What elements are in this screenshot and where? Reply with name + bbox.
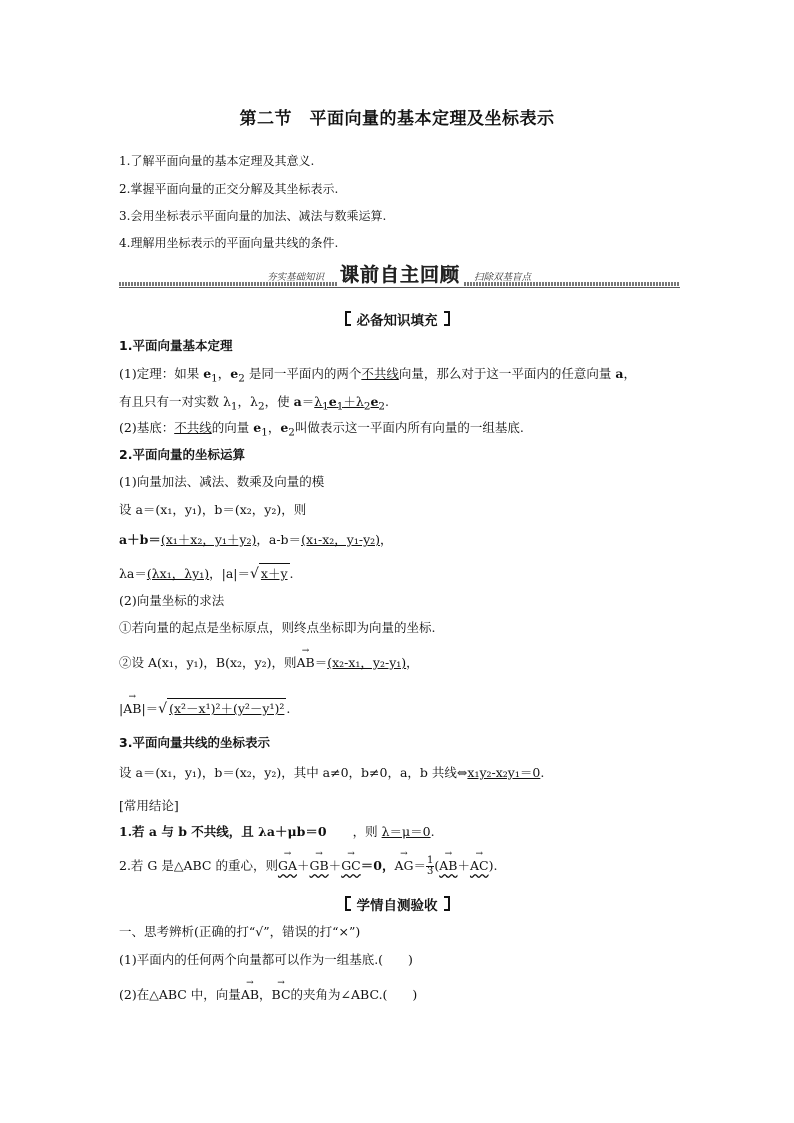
scalar-mod-line: λa＝(λx₁，λy₁)，|a|＝√ x＋y . bbox=[119, 563, 294, 582]
basis-line: (2)基底：不共线的向量 $e_1$，$e_2$叫做表示这一平面内所有向量的一组基底. bbox=[119, 420, 524, 439]
heading-theorem: 1.平面向量基本定理 bbox=[119, 338, 233, 353]
question-1: (1)平面内的任何两个向量都可以作为一组基底.( ) bbox=[119, 952, 413, 967]
banner-underline bbox=[119, 287, 680, 288]
heading-collinear: 3.平面向量共线的坐标表示 bbox=[119, 735, 270, 750]
objective-2: 2.掌握平面向量的正交分解及其坐标表示. bbox=[119, 182, 339, 196]
fraction-one-third: $\frac{1}{3}$ bbox=[426, 855, 434, 877]
question-2: (2)在△ABC 中，向量→ AB，→ BC的夹角为∠ABC.( ) bbox=[119, 985, 417, 1003]
theorem-line-1: (1)定理：如果 $e_1$，$e_2$ 是同一平面内的两个不共线向量，那么对于这一平面内的任意向量 a， bbox=[119, 366, 637, 385]
banner-right: 扫除双基盲点 bbox=[474, 272, 532, 283]
coord-method-heading: (2)向量坐标的求法 bbox=[119, 593, 225, 608]
collinear-line: 设 a＝(x₁，y₁)，b＝(x₂，y₂)，其中 a≠0，b≠0，a，b 共线⇔x₁y₂-x₂y₁＝0. bbox=[119, 765, 545, 780]
conclusion-1: 1.若 a 与 b 不共线，且 λa＋μb＝0 ，则 λ＝μ＝0. bbox=[119, 824, 435, 839]
section-banner bbox=[119, 262, 680, 292]
heading-coord-ops: 2.平面向量的坐标运算 bbox=[119, 447, 245, 462]
section-heading-knowledge: 必备知识填充 bbox=[0, 309, 794, 329]
coord-method-1: ①若向量的起点是坐标原点，则终点坐标即为向量的坐标. bbox=[119, 620, 436, 635]
sum-diff-line: a＋b＝(x₁＋x₂，y₁＋y₂)，a-b＝(x₁-x₂，y₁-y₂)， bbox=[119, 532, 393, 547]
banner-title: 课前自主回顾 bbox=[337, 260, 463, 287]
section-heading-selftest: 学情自测验收 bbox=[0, 894, 794, 914]
banner-left: 夯实基础知识 bbox=[267, 272, 325, 283]
theorem-line-2: 有且只有一对实数 $\lambda_1$，$\lambda_2$，使 $a=\lambda_1e_1+\lambda_2e_2$. bbox=[119, 394, 389, 413]
objective-1: 1.了解平面向量的基本定理及其意义. bbox=[119, 154, 315, 168]
conclusion-heading: [常用结论] bbox=[119, 798, 179, 813]
conclusion-2: 2.若 G 是△ABC 的重心，则→ GA＋→ GB＋→ GC＝0，→ AG＝ $\frac{1}{3}$ (→ AB＋→ AC). bbox=[119, 856, 497, 877]
selftest-intro: 一、思考辨析(正确的打“√”，错误的打“×”) bbox=[119, 924, 361, 939]
objective-4: 4.理解用坐标表示的平面向量共线的条件. bbox=[119, 236, 339, 250]
page-title: 第二节 平面向量的基本定理及坐标表示 bbox=[239, 109, 555, 129]
objective-3: 3.会用坐标表示平面向量的加法、减法与数乘运算. bbox=[119, 209, 387, 223]
abs-ab-line: |→ AB|＝√ (x²－x¹)²＋(y²－y¹)² . bbox=[119, 698, 290, 717]
coord-method-2: ②设 A(x₁，y₁)，B(x₂，y₂)，则→ AB＝(x₂-x₁，y₂-y₁)， bbox=[119, 653, 419, 671]
ops-line: (1)向量加法、减法、数乘及向量的模 bbox=[119, 474, 325, 489]
let-line: 设 a＝(x₁，y₁)，b＝(x₂，y₂)，则 bbox=[119, 502, 307, 517]
